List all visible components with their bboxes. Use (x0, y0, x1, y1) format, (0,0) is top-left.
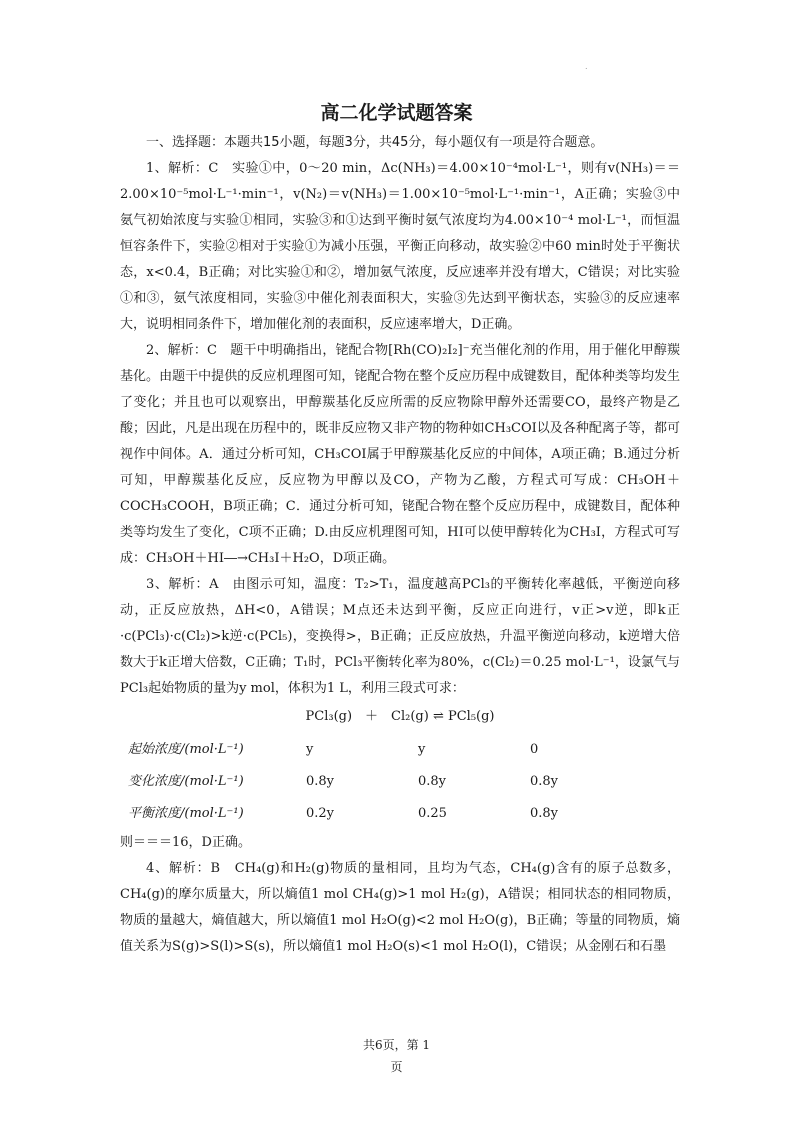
cell-pcl5: 0.8y (530, 774, 559, 789)
answer-body (120, 130, 680, 960)
footer-page-count: 共6页，第 1 (362, 1038, 431, 1052)
cell-cl2: 0.8y (418, 774, 447, 789)
row-label: 变化浓度/(mol·L⁻¹) (128, 774, 244, 789)
table-row (128, 798, 642, 830)
cell-pcl3: 0.8y (306, 774, 335, 789)
table-row (128, 734, 642, 766)
corner-mark: . (585, 62, 588, 71)
reaction-equation: PCl₃(g) ＋ Cl₂(g) ⇌ PCl₅(g) (305, 709, 495, 724)
cell-pcl3: y (306, 742, 314, 757)
page-title: 高二化学试题答案 (320, 102, 473, 124)
three-stage-table (128, 734, 642, 830)
table-row (128, 766, 642, 798)
cell-pcl5: 0.8y (530, 806, 559, 821)
page-footer (0, 1034, 793, 1078)
cell-pcl5: 0 (530, 742, 539, 757)
cell-cl2: 0.25 (418, 806, 447, 821)
answer-q1: 1、解析：C 实验①中，0～20 min，Δc(NH₃)＝4.00×10⁻⁴mol·L⁻¹，则有v(NH₃)＝＝2.00×10⁻⁵mol·L⁻¹·min⁻¹，v(N₂)＝v(NH₃)＝1.00×10⁻⁵mol·L⁻¹·min⁻¹，A正确；实验③中氨气初始浓度与实验①相同，实验③和①达到平衡时氨气浓度均为4.00×10⁻⁴ mol·L⁻¹，而恒温恒容条件下，实验②相对于实验①为减小压强，平衡正向移动，故实验②中60 min时处于平衡状态，x<0.4，B正确；对比实验①和②，增加氨气浓度，反应速率并没有增大，C错误；对比实验①和③，氨气浓度相同，实验③中催化剂表面积大，实验③先达到平衡状态，实验③的反应速率大，说明相同条件下，增加催化剂的表面积，反应速率增大，D正确。 (120, 161, 680, 332)
cell-cl2: y (418, 742, 426, 757)
answer-q2: 2、解析：C 题干中明确指出，铑配合物[Rh(CO)₂I₂]⁻充当催化剂的作用，用于催化甲醇羰基化。由题干中提供的反应机理图可知，铑配合物在整个反应历程中成键数目，配体种类等均发生了变化；并且也可以观察出，甲醇羰基化反应所需的反应物除甲醇外还需要CO，最终产物是乙酸；因此，凡是出现在历程中的，既非反应物又非产物的物种如CH₃COI以及各种配离子等，都可视作中间体。A．通过分析可知，CH₃COI属于甲醇羰基化反应的中间体，A项正确；B.通过分析可知，甲醇羰基化反应，反应物为甲醇以及CO，产物为乙酸，方程式可写成：CH₃OH＋COCH₃COOH，B项正确；C．通过分析可知，铑配合物在整个反应历程中，成键数目，配体种类等均发生了变化，C项不正确；D.由反应机理图可知，HI可以使甲醇转化为CH₃I，方程式可写成：CH₃OH＋HI―→CH₃I＋H₂O，D项正确。 (120, 343, 680, 566)
cell-pcl3: 0.2y (306, 806, 335, 821)
footer-page-suffix: 页 (390, 1060, 403, 1074)
row-label: 平衡浓度/(mol·L⁻¹) (128, 806, 244, 821)
row-label: 起始浓度/(mol·L⁻¹) (128, 742, 244, 757)
answer-q3-conclusion: 则＝＝＝16，D正确。 (120, 835, 251, 850)
section-heading: 一、选择题：本题共15小题，每题3分，共45分，每小题仅有一项是符合题意。 (146, 135, 604, 150)
answer-q3: 3、解析：A 由图示可知，温度：T₂>T₁，温度越高PCl₃的平衡转化率越低，平衡逆向移动，正反应放热，ΔH<0，A错误；M点还未达到平衡，反应正向进行，v正>v逆，即k正·c(PCl₃)·c(Cl₂)>k逆·c(PCl₅)，变换得>，B正确；正反应放热，升温平衡逆向移动，k逆增大倍数大于k正增大倍数，C正确；T₁时，PCl₃平衡转化率为80%，c(Cl₂)＝0.25 mol·L⁻¹，设氯气与PCl₃起始物质的量为y mol，体积为1 L，利用三段式可求： (120, 577, 680, 696)
answer-q4: 4、解析：B CH₄(g)和H₂(g)物质的量相同，且均为气态，CH₄(g)含有的原子总数多，CH₄(g)的摩尔质量大，所以熵值1 mol CH₄(g)>1 mol H₂(g)，A错误；相同状态的相同物质，物质的量越大，熵值越大，所以熵值1 mol H₂O(g)<2 mol H₂O(g)，B正确；等量的同物质，熵值关系为S(g)>S(l)>S(s)，所以熵值1 mol H₂O(s)<1 mol H₂O(l)，C错误；从金刚石和石墨 (120, 861, 680, 954)
